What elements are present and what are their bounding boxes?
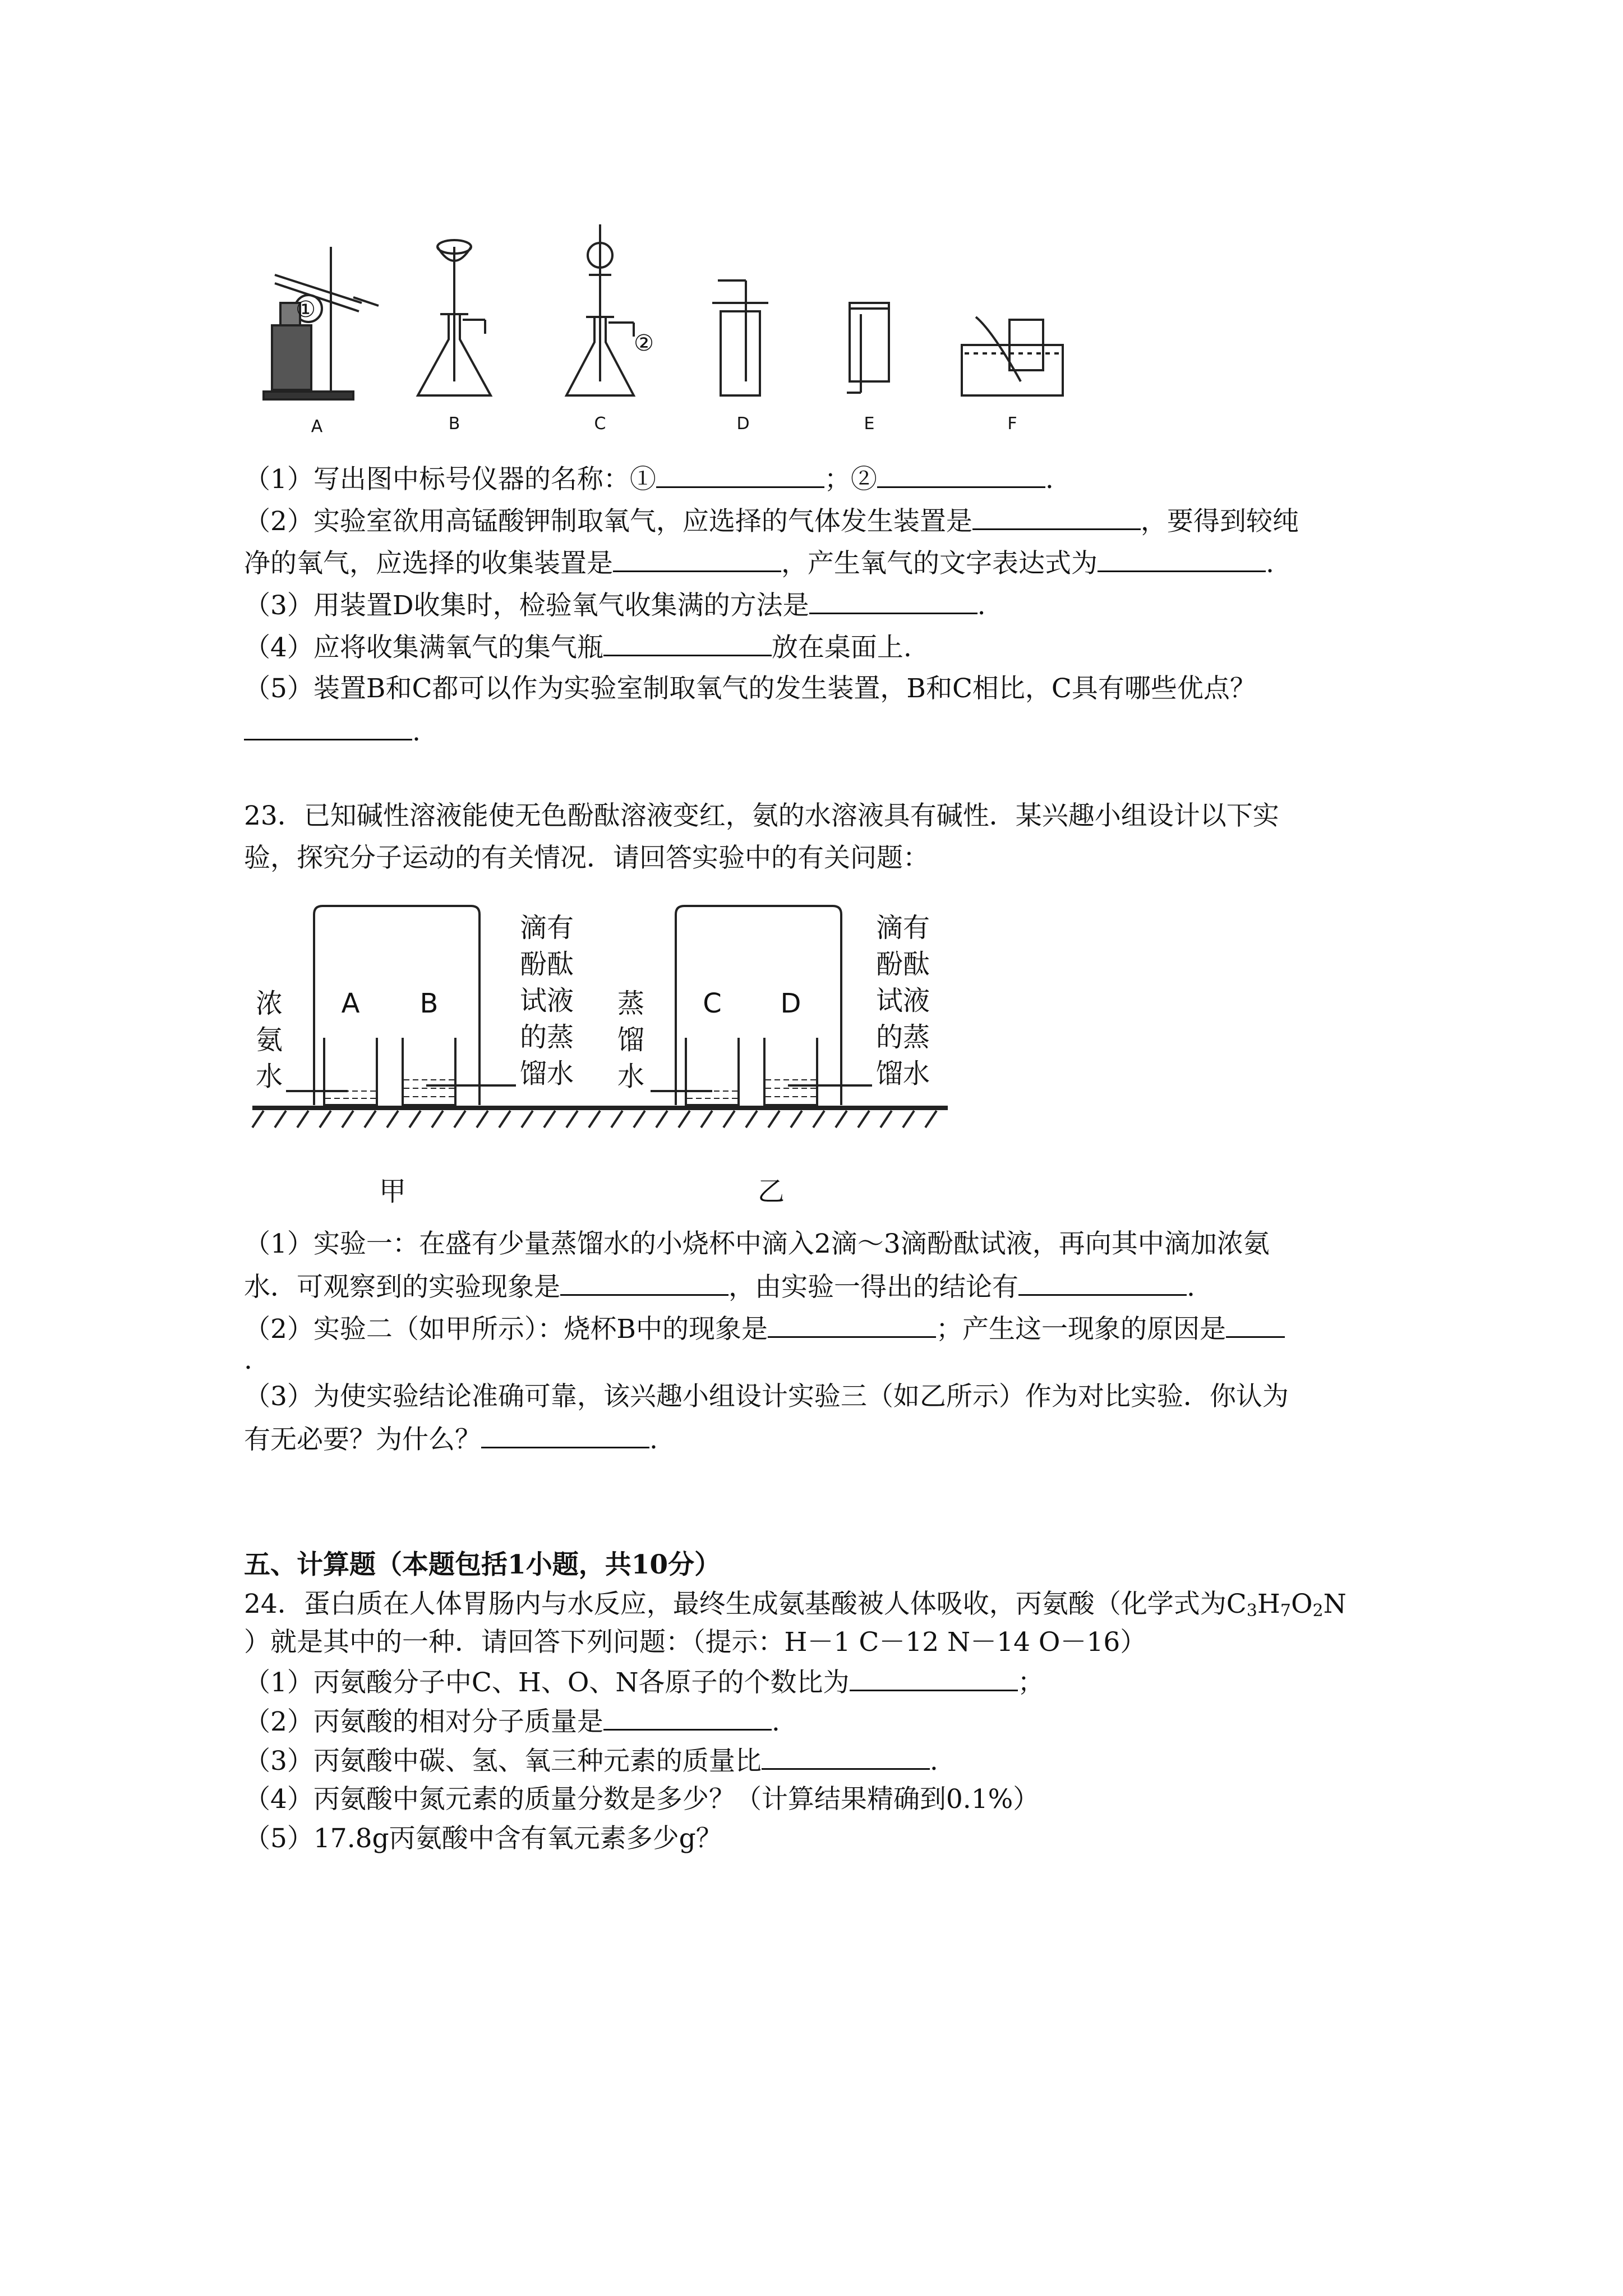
apparatus-d [712,280,768,395]
label-phenolphthalein-1d: 的蒸 [519,1022,574,1053]
q22-p2-cont-mid: ，产生氧气的文字表达式为 [781,548,1098,579]
label-phenolphthalein-2a: 滴有 [875,912,930,944]
q23-p1-cont-text: 水．可观察到的实验现象是 [244,1272,560,1303]
q24-p3 [244,1743,938,1778]
label-distilled-3: 水 [617,1061,645,1092]
q23-p2-end-text: . [244,1345,252,1375]
q22-p1 [244,462,1054,496]
beaker-c [686,1038,739,1105]
answer-blank[interactable] [809,588,978,614]
q22-p4 [244,630,912,665]
beaker-b [403,1038,455,1105]
answer-blank[interactable] [1098,546,1266,572]
apparatus-a [264,247,379,399]
q24-p3-text: （3）丙氨酸中碳、氢、氧三种元素的质量比 [244,1746,762,1777]
q23-intro-text-2: 验，探究分子运动的有关情况．请回答实验中的有关问题： [244,843,929,873]
answer-blank[interactable] [1018,1269,1187,1296]
q24-intro-1 [244,1588,1347,1628]
answer-blank[interactable] [560,1269,728,1296]
label-beaker-a: A [341,988,360,1019]
q22-p4-end: 放在桌面上. [771,632,912,663]
q23-p3-cont-text: 有无必要？为什么？ [244,1424,481,1455]
label-phenolphthalein-2e: 馏水 [875,1058,930,1089]
answer-blank[interactable] [762,1743,930,1770]
label-phenolphthalein-1a: 滴有 [519,912,574,944]
q22-p3-end: . [977,590,986,621]
q22-p2-mid: ，要得到较纯 [1140,506,1299,537]
formula-sub-h: 7 [1280,1601,1291,1621]
label-beaker-c: C [703,988,722,1019]
q23-p2 [244,1312,1285,1346]
q24-p1-text: （1）丙氨酸分子中C、H、O、N各原子的个数比为 [244,1667,850,1698]
q22-p2-cont-end: . [1266,548,1274,579]
q24-p4-text: （4）丙氨酸中氮元素的质量分数是多少？（计算结果精确到0.1%） [244,1784,1040,1815]
q23-p3 [244,1380,1289,1414]
label-phenolphthalein-2d: 的蒸 [875,1022,930,1053]
formula-o: O [1290,1589,1313,1619]
q22-p5-end: . [412,716,421,747]
caption-jia: 甲 [379,1176,407,1207]
q22-p5-answer [244,714,421,749]
formula-h: H [1257,1589,1280,1619]
q22-p2-text: （2）实验室欲用高锰酸钾制取氧气，应选择的气体发生装置是 [244,506,972,537]
label-e: E [864,414,875,434]
label-conc-ammonia-3: 水 [255,1061,283,1092]
label-distilled-2: 馏 [617,1024,645,1056]
apparatus-figure [241,213,1138,438]
q24-p1-end: ； [1017,1667,1044,1698]
answer-blank[interactable] [850,1665,1018,1691]
q23-intro-1 [244,799,1279,833]
formula-sub-o: 2 [1312,1601,1324,1621]
apparatus-c [566,224,634,395]
answer-blank[interactable] [613,546,781,572]
q23-p3-cont-end: . [649,1424,658,1455]
q24-p2 [244,1704,780,1739]
q22-p2-cont-text: 净的氧气，应选择的收集装置是 [244,548,613,579]
apparatus-e [847,303,889,393]
q22-p3-text: （3）用装置D收集时，检验氧气收集满的方法是 [244,590,809,621]
label-phenolphthalein-2c: 试液 [875,985,930,1016]
answer-blank[interactable] [1226,1312,1285,1338]
ground-hatching [252,1111,937,1128]
label-a: A [311,417,323,436]
q24-p1 [244,1665,1044,1700]
label-conc-ammonia-1: 浓 [255,988,283,1019]
beaker-a [324,1038,377,1105]
apparatus-f [962,317,1063,395]
beaker-d [764,1038,817,1105]
q23-p2-end [244,1343,252,1377]
q23-p3-cont [244,1422,658,1457]
q24-p2-text: （2）丙氨酸的相对分子质量是 [244,1706,603,1737]
apparatus-b [418,240,491,395]
q22-p2 [244,504,1299,539]
section5-heading-text: 五、计算题（本题包括1小题，共10分） [244,1549,721,1580]
q22-p1-text: （1）写出图中标号仪器的名称：① [244,464,656,495]
label-beaker-b: B [419,988,439,1019]
beaker-experiment-figure [241,898,959,1212]
label-b: B [448,414,460,434]
q24-p4 [244,1783,1039,1816]
marker-2: ② [634,330,654,356]
answer-blank[interactable] [877,462,1045,488]
q24-intro-2 [244,1626,1146,1659]
formula-sub-c: 3 [1246,1601,1257,1621]
marker-1: ① [296,297,316,323]
q23-intro-text: 23．已知碱性溶液能使无色酚酞溶液变红，氨的水溶液具有碱性．某兴趣小组设计以下实 [244,800,1279,831]
q23-p2-text: （2）实验二（如甲所示）：烧杯B中的现象是 [244,1314,768,1345]
q23-p1-text: （1）实验一：在盛有少量蒸馏水的小烧杯中滴入2滴～3滴酚酞试液，再向其中滴加浓氨 [244,1228,1270,1259]
section5-heading [244,1548,721,1582]
q22-p5 [244,672,1256,706]
q22-p2-cont [244,546,1274,581]
q23-p3-text: （3）为使实验结论准确可靠，该兴趣小组设计实验三（如乙所示）作为对比实验．你认为 [244,1381,1289,1412]
q24-p3-end: . [929,1746,938,1777]
label-d: D [736,414,750,434]
answer-blank[interactable] [244,714,412,740]
q23-intro-2 [244,841,929,875]
q24-p5-text: （5）17.8g丙氨酸中含有氧元素多少g？ [244,1823,722,1854]
label-c: C [594,414,606,434]
q24-intro-text: 24．蛋白质在人体胃肠内与水反应，最终生成氨基酸被人体吸收，丙氨酸（化学式为C [244,1589,1247,1619]
caption-yi: 乙 [757,1176,785,1207]
answer-blank[interactable] [603,630,772,656]
label-beaker-d: D [780,988,801,1019]
q24-p2-end: . [771,1706,780,1737]
q22-p4-text: （4）应将收集满氧气的集气瓶 [244,632,603,663]
answer-blank[interactable] [603,1704,772,1731]
q24-intro-text-2: ）就是其中的一种．请回答下列问题：（提示：H－1 C－12 N－14 O－16） [244,1627,1147,1658]
label-distilled-1: 蒸 [617,988,645,1019]
answer-blank[interactable] [972,504,1141,530]
q22-p1-end: . [1045,464,1054,495]
label-phenolphthalein-1c: 试液 [519,985,574,1016]
label-f: F [1007,414,1017,434]
q23-p1-cont-mid: ，由实验一得出的结论有 [728,1272,1018,1303]
q22-p5-text: （5）装置B和C都可以作为实验室制取氧气的发生装置，B和C相比，C具有哪些优点？ [244,673,1256,704]
label-phenolphthalein-1b: 酚酞 [519,949,574,980]
q23-p2-mid: ；产生这一现象的原因是 [935,1314,1226,1345]
answer-blank[interactable] [481,1422,649,1448]
q23-p1-cont-end: . [1187,1272,1195,1303]
q22-p3 [244,588,986,623]
q24-p5 [244,1822,722,1856]
q23-p1 [244,1227,1270,1261]
answer-blank[interactable] [768,1312,936,1338]
label-phenolphthalein-1e: 馏水 [519,1058,574,1089]
q22-p1-mid: ；② [824,464,877,495]
label-conc-ammonia-2: 氨 [255,1024,283,1056]
q23-p1-cont [244,1269,1195,1304]
formula-n: N [1323,1589,1347,1619]
label-phenolphthalein-2b: 酚酞 [875,949,930,980]
answer-blank[interactable] [656,462,824,488]
